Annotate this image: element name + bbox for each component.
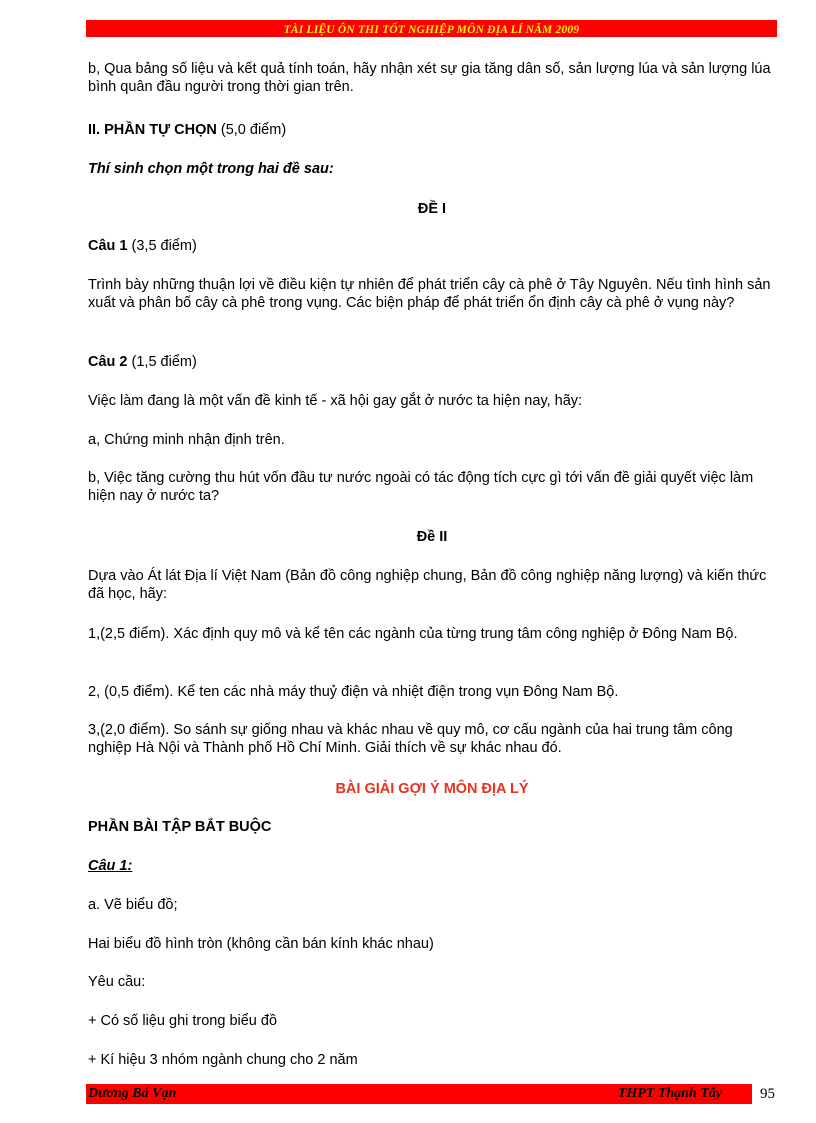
section-heading xyxy=(88,121,776,139)
required-section-title: PHẦN BÀI TẬP BẮT BUỘC xyxy=(88,819,272,835)
de1-cau1-label: Câu 1 xyxy=(88,238,128,254)
section-points: (5,0 điểm) xyxy=(220,122,287,138)
de1-cau2-label: Câu 2 xyxy=(88,354,128,370)
footer-author: Dương Bá Vạn xyxy=(88,1086,177,1101)
footer-school: THPT Thạnh Tây xyxy=(617,1086,722,1101)
de2-intro: Dựa vào Át lát Địa lí Việt Nam (Bản đồ công nghiệp chung, Bản đồ công nghiệp năng lượng) và kiến thức đã học, hãy: xyxy=(88,568,767,602)
solution-pie-charts: Hai biểu đồ hình tròn (không cần bán kính khác nhau) xyxy=(88,936,434,952)
section-title: II. PHẦN TỰ CHỌN xyxy=(88,122,217,138)
solution-requirement-1: + Có số liệu ghi trong biểu đồ xyxy=(88,1013,278,1029)
paragraph-b: b, Qua bảng số liệu và kết quả tính toán, hãy nhận xét sự gia tăng dân số, sản lượng lúa và sản lượng lúa bình quân đầu người trong thời gian trên. xyxy=(88,61,771,95)
de2-question-3: 3,(2,0 điểm). So sánh sự giống nhau và khác nhau về quy mô, cơ cấu ngành của hai trung tâm công nghiệp Hà Nội và Thành phố Hồ Chí Minh. Giải thích về sự khác nhau đó. xyxy=(88,722,733,756)
de1-cau2-a: a, Chứng minh nhận định trên. xyxy=(88,432,285,448)
de2-question-1: 1,(2,5 điểm). Xác định quy mô và kể tên các ngành của từng trung tâm công nghiệp ở Đông Nam Bộ. xyxy=(88,626,738,642)
solution-draw-chart: a. Vẽ biểu đồ; xyxy=(88,897,178,913)
solution-requirement-2: + Kí hiệu 3 nhóm ngành chung cho 2 năm xyxy=(88,1052,358,1068)
de1-cau2-text: Việc làm đang là một vấn đề kinh tế - xã hội gay gắt ở nước ta hiện nay, hãy: xyxy=(88,393,583,409)
de1-cau2-points: (1,5 điểm) xyxy=(131,354,197,370)
solution-requirements: Yêu cầu: xyxy=(88,974,146,990)
page-header-title: TÀI LIỆU ÔN THI TỐT NGHIỆP MÔN ĐỊA LÍ NĂM 2009 xyxy=(283,24,580,36)
page-footer-bar xyxy=(86,1084,752,1104)
page-header-bar xyxy=(86,20,777,37)
solution-title: BÀI GIẢI GỢI Ý MÔN ĐỊA LÝ xyxy=(335,781,529,797)
de1-title: ĐỀ I xyxy=(417,201,447,217)
solution-cau1: Câu 1: xyxy=(88,858,133,874)
de1-cau1-points: (3,5 điểm) xyxy=(131,238,197,254)
page-number: 95 xyxy=(760,1086,775,1102)
de1-cau1-heading xyxy=(88,237,776,255)
de2-title: Đề II xyxy=(416,529,448,545)
de2-question-2: 2, (0,5 điểm). Kể ten các nhà máy thuỷ điện và nhiệt điện trong vụn Đông Nam Bộ. xyxy=(88,684,619,700)
de1-cau2-b: b, Việc tăng cường thu hút vốn đầu tư nước ngoài có tác động tích cực gì tới vấn đề giải quyết việc làm hiện nay ở nước ta? xyxy=(88,470,754,504)
de1-cau1-text: Trình bày những thuận lợi về điều kiện tự nhiên để phát triển cây cà phê ở Tây Nguyên. Nếu tình hình sản xuất và phân bố cây cà phê trong vụng. Các biện pháp để phát triển ổn định cây cà phê ở vụng này? xyxy=(88,277,771,311)
choose-instruction: Thí sinh chọn một trong hai đề sau: xyxy=(88,161,334,177)
de1-cau2-heading xyxy=(88,353,776,371)
